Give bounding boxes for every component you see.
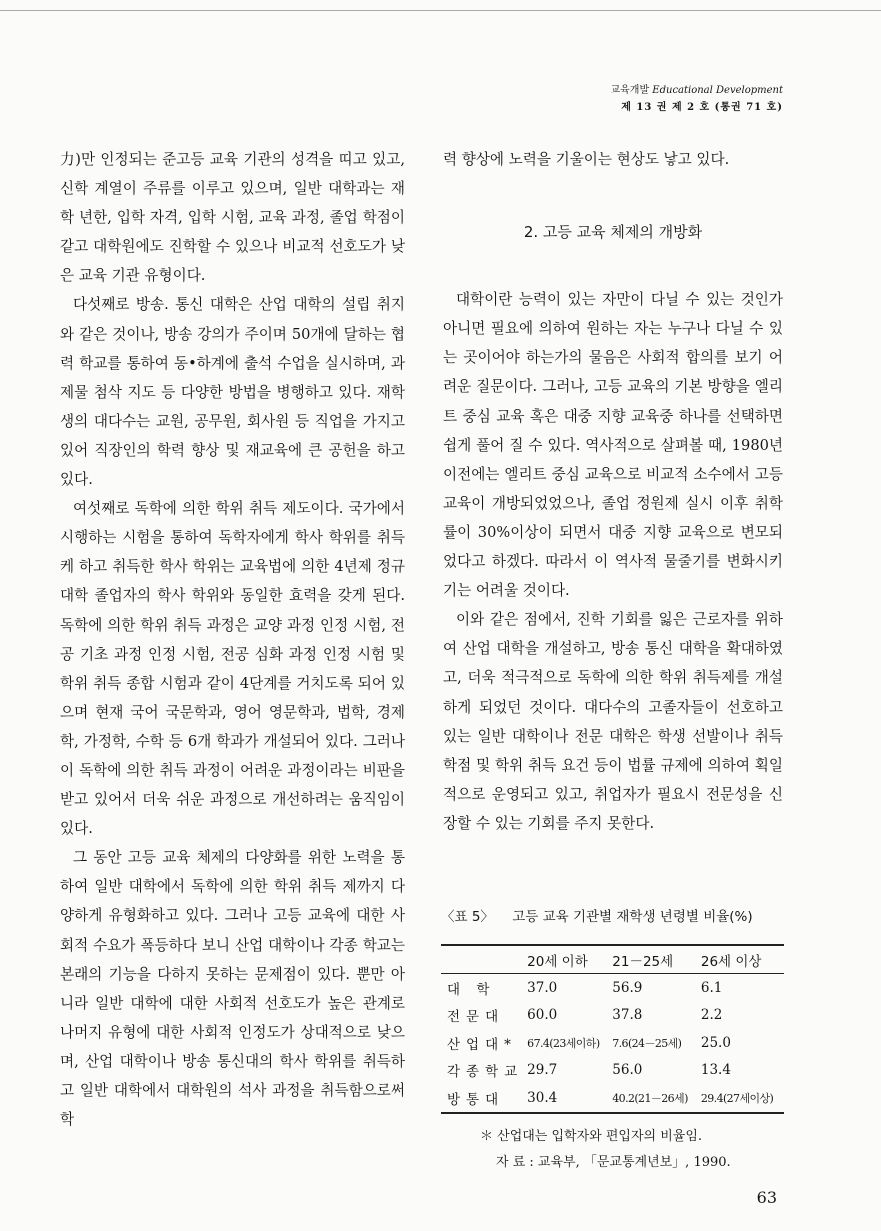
table-row: [441, 1002, 784, 1030]
journal-title-korean: 교육개발: [610, 85, 650, 96]
left-column: [60, 145, 405, 1134]
right-column: [443, 145, 783, 838]
table-cell: 67.4(23세이하): [527, 1036, 600, 1050]
table-source: 자 료 : 교육부, 「문교통계년보」, 1990.: [496, 1155, 731, 1170]
table-cell: 2.2: [700, 1007, 723, 1024]
institution-cell: 대 학: [447, 981, 496, 998]
paragraph: 力)만 인정되는 준고등 교육 기관의 성격을 띠고 있고, 신학 계열이 주류를 이루고 있으며, 일반 대학과는 재학 년한, 입학 자격, 입학 시험, 교육 과정, 졸업 학점이 같고 대학원에도 진학할 수 있으나 비교적 선호도가 낮은 교육 기관 유형이다.: [60, 151, 405, 285]
section-heading: 2. 고등 교육 체제의 개방화: [523, 223, 703, 242]
table-cell: 60.0: [527, 1007, 558, 1024]
table-label: 〈표 5〉: [441, 909, 494, 925]
table-cell: 6.1: [700, 979, 723, 996]
table-cell: 37.0: [527, 979, 558, 996]
header-cell: 21－25세: [612, 953, 674, 970]
table-cell: 13.4: [700, 1062, 731, 1079]
paragraph: 대학이란 능력이 있는 자만이 다닐 수 있는 것인가 아니면 필요에 의하여 원하는 자는 누구나 다닐 수 있는 곳이어야 하는가의 물음은 사회적 합의를 보기 어려운 질문이다. 그러나, 고등 교육의 기본 방향을 엘리트 중심 교육 혹은 대중 지향 교육중 하나를 선택하면 쉽게 풀어 질 수 있다. 역사적으로 살펴볼 때, 1980년 이전에는 엘리트 중심 교육으로 비교적 소수에서 고등 교육이 개방되었었으나, 졸업 정원제 실시 이후 취학률이 30%이상이 되면서 대중 지향 교육으로 변모되었다고 하겠다. 따라서 이 역사적 물줄기를 변화시키기는 어려울 것이다.: [443, 291, 783, 600]
table-row: [441, 1029, 784, 1057]
issue-info: 제 13 권 제 2 호 (통권 71 호): [621, 102, 783, 113]
table-row: [441, 1057, 784, 1085]
paragraph: 여섯째로 독학에 의한 학위 취득 제도이다. 국가에서 시행하는 시험을 통하여 독학자에게 학사 학위를 취득케 하고 취득한 학사 학위는 교육법에 의한 4년제 정규 대학 졸업자의 학사 학위와 동일한 효력을 갖게 된다. 독학에 의한 학위 취득 과정은 교양 과정 인정 시험, 전공 기초 과정 인정 시험, 전공 심화 과정 인정 시험 및 학위 취득 종합 시험과 같이 4단계를 거치도록 되어 있으며 현재 국어 국문학과, 영어 영문학과, 법학, 경제학, 가정학, 수학 등 6개 학과가 개설되어 있다. 그러나 이 독학에 의한 취득 과정이 어려운 과정이라는 비판을 받고 있어서 더욱 쉬운 과정으로 개선하려는 움직임이 있다.: [60, 500, 405, 838]
running-header: [610, 82, 783, 116]
table-notes: [480, 1124, 731, 1176]
table-cell: 29.7: [527, 1062, 558, 1079]
table-cell: 30.4: [527, 1089, 558, 1106]
table-cell: 40.2(21－26세): [612, 1091, 688, 1105]
table-cell: 29.4(27세이상): [700, 1091, 774, 1105]
header-cell: [441, 945, 525, 974]
paragraph: 다섯째로 방송. 통신 대학은 산업 대학의 설립 취지와 같은 것이나, 방송 강의가 주이며 50개에 달하는 협력 학교를 통하여 동•하계에 출석 수업을 실시하며, 과제물 첨삭 지도 등 다양한 방법을 병행하고 있다. 재학생의 대다수는 교원, 공무원, 회사원 등 직업을 가지고 있어 직장인의 학력 향상 및 재교육에 큰 공헌을 하고 있다.: [60, 296, 405, 489]
institution-cell: 각종학교: [447, 1064, 524, 1081]
table-cell: 7.6(24－25세): [612, 1036, 682, 1050]
page-number: 63: [756, 1188, 777, 1207]
paragraph: 이와 같은 점에서, 진학 기회를 잃은 근로자를 위하여 산업 대학을 개설하고, 방송 통신 대학을 확대하였고, 더욱 적극적으로 독학에 의한 학위 취득제를 개설하게 되었던 것이다. 대다수의 고졸자들이 선호하고 있는 일반 대학이나 전문 대학은 학생 선발이나 취득 학점 및 학위 취득 요건 등이 법률 규제에 의하여 획일적으로 운영되고 있고, 취업자가 필요시 전문성을 신장할 수 있는 기회를 주지 못한다.: [443, 611, 783, 832]
age-ratio-table: [441, 944, 784, 1114]
institution-cell: 전문대: [447, 1009, 505, 1026]
table-title: 고등 교육 기관별 재학생 년령별 비율(%): [512, 909, 753, 925]
journal-title: [610, 82, 783, 99]
table-cell: 25.0: [700, 1034, 731, 1051]
table-cell: 37.8: [612, 1007, 643, 1024]
table-row: [441, 1084, 784, 1113]
table-cell: 56.9: [612, 979, 643, 996]
table-footnote: ＊ 산업대는 입학자와 편입자의 비율임.: [480, 1129, 703, 1144]
institution-cell: 방통대: [447, 1091, 505, 1108]
paragraph-continuation: 력 향상에 노력을 기울이는 현상도 낳고 있다.: [443, 151, 730, 168]
journal-title-english: Educational Development: [652, 85, 783, 96]
table-header-row: [441, 945, 784, 974]
institution-cell: 산업대*: [447, 1036, 517, 1053]
table-caption: [441, 905, 753, 925]
header-cell: 20세 이하: [527, 953, 588, 970]
paragraph: 그 동안 고등 교육 체제의 다양화를 위한 노력을 통하여 일반 대학에서 독학에 의한 학위 취득 제까지 다양하게 유형화하고 있다. 그러나 고등 교육에 대한 사회적 수요가 폭등하다 보니 산업 대학이나 각종 학교는 본래의 기능을 다하지 못하는 문제점이 있다. 뿐만 아니라 일반 대학에 대한 사회적 선호도가 높은 관계로 나머지 유형에 대한 사회적 인정도가 상대적으로 낮으며, 산업 대학이나 방송 통신대의 학사 학위를 취득하고 일반 대학에서 대학원의 석사 과정을 취득함으로써 학: [60, 849, 405, 1129]
header-cell: 26세 이상: [700, 953, 762, 970]
table-row: [441, 974, 784, 1002]
table-cell: 56.0: [612, 1062, 643, 1079]
top-border-line: [0, 10, 881, 11]
